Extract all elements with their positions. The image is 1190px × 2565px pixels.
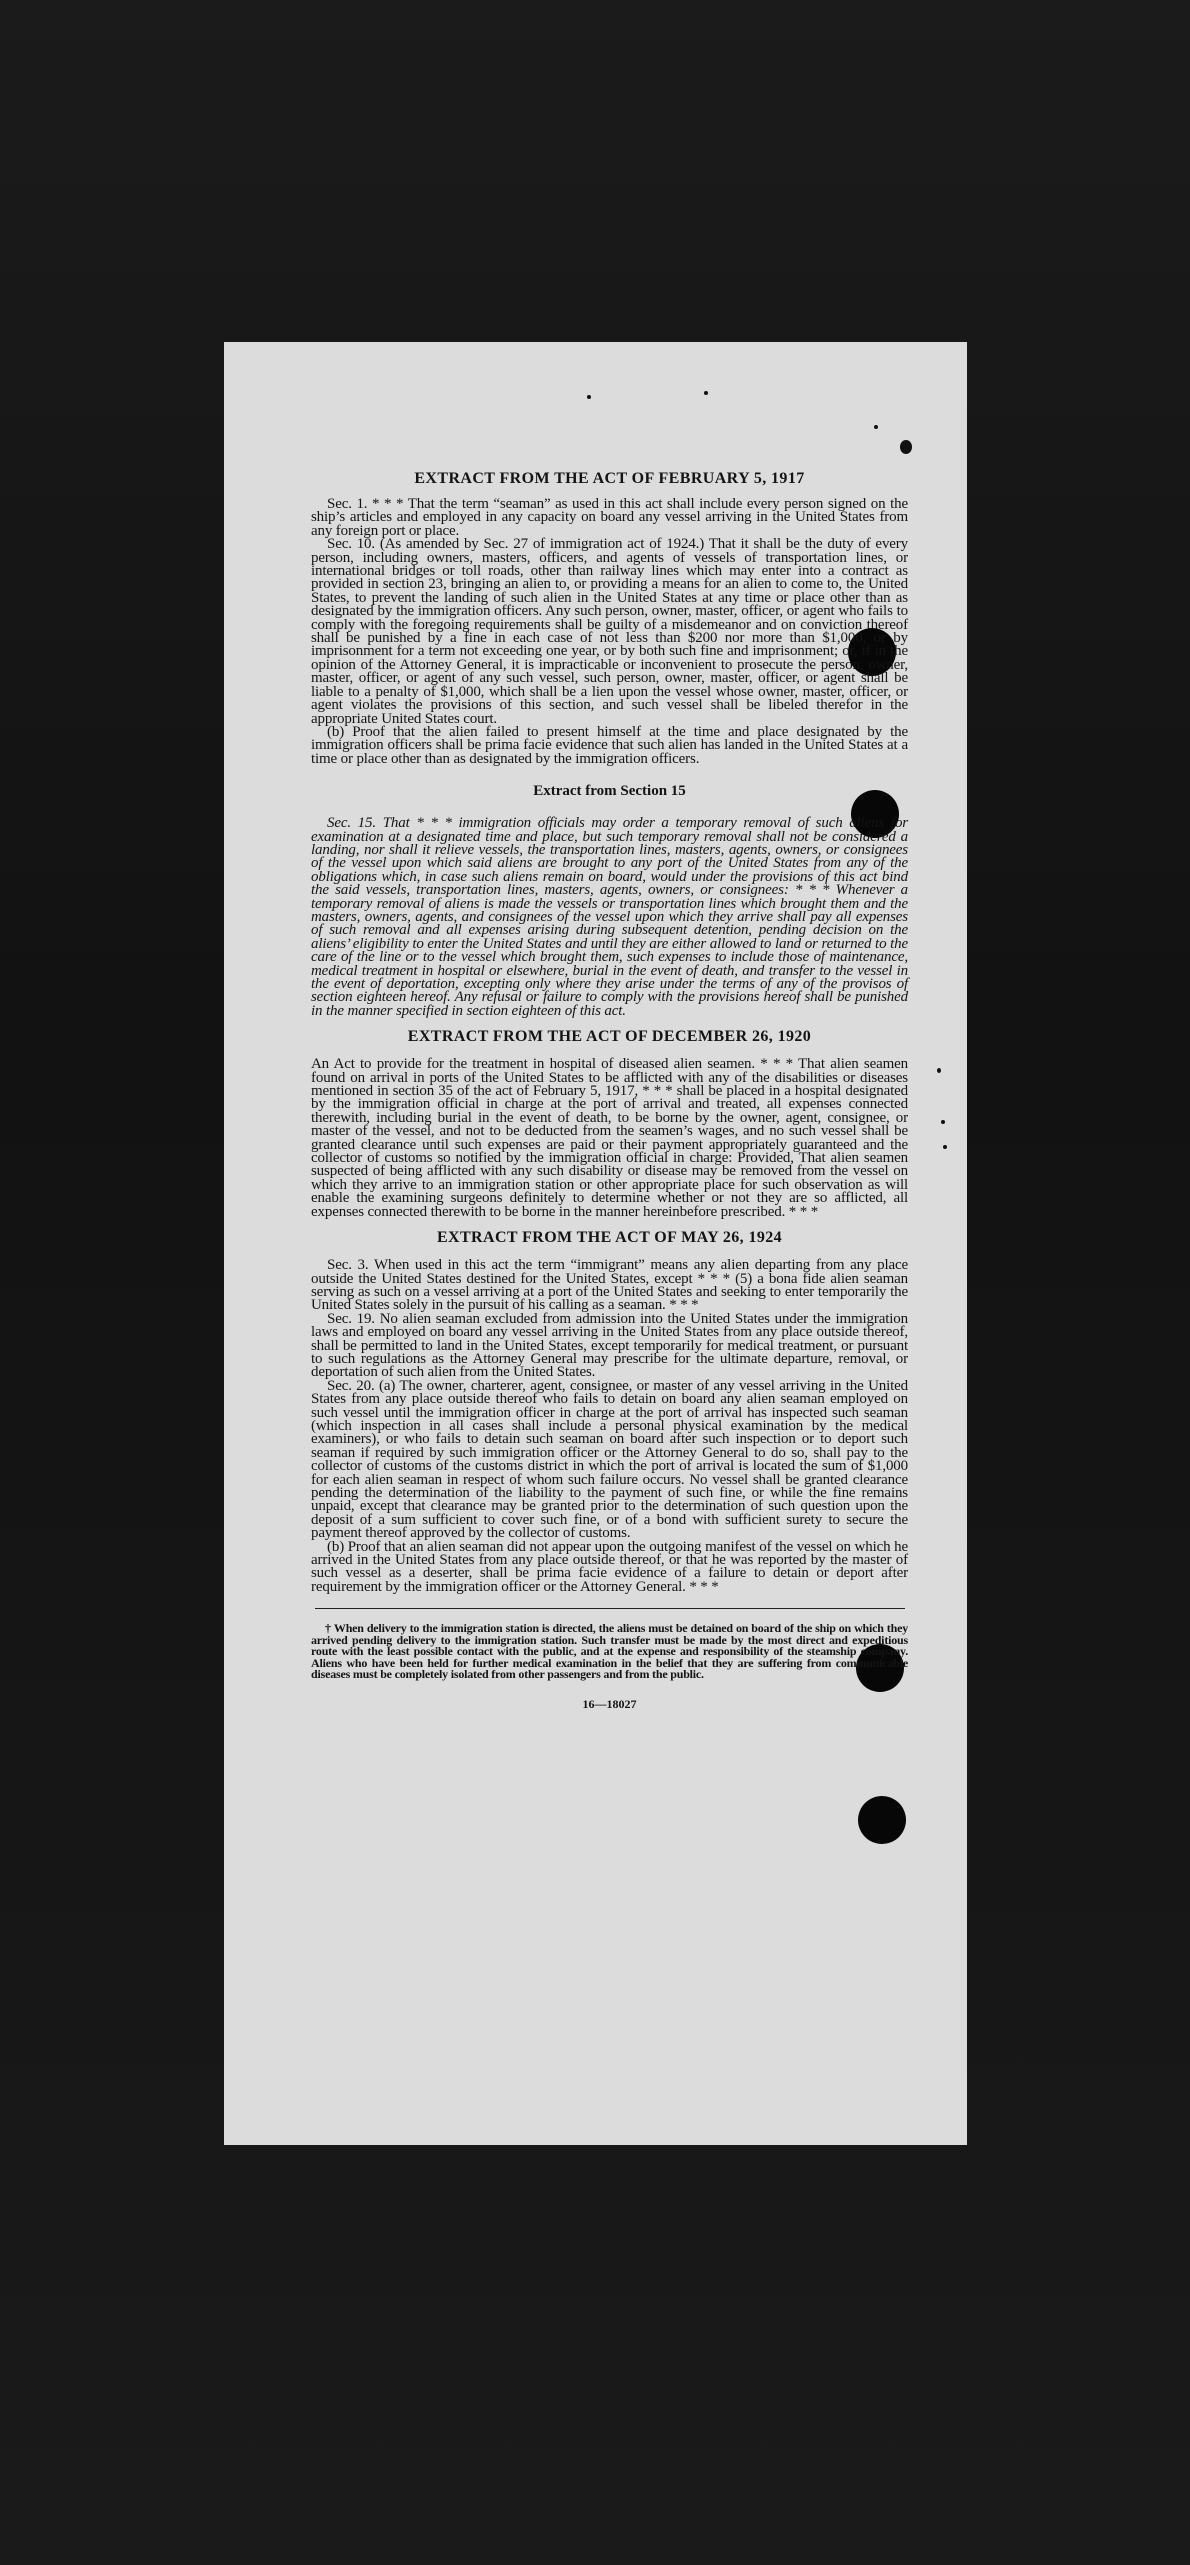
paragraph-sec-10: Sec. 10. (As amended by Sec. 27 of immigration act of 1924.) That it shall be the duty of every person, including owners, masters, officers, and agents of vessels of transportation lines, or international bridges or toll roads, other than railway lines which may enter into a contract as provided in section 23, bringing an alien to, or providing a means for an alien to come to, the United States, to prevent the landing of such alien in the United States at any time or place other than as designated by the immigration officers. Any such person, owner, master, officer, or agent who fails to comply with the foregoing requirements shall be guilty of a misdemeanor and on conviction thereof shall be punished by a fine in each case of not less than $200 nor more than $1,000, or by imprisonment for a term not exceeding one year, or by both such fine and imprisonment; or, if in the opinion of the Attorney General, it is impracticable or inconvenient to prosecute the person, owner, master, officer, or agent of any such vessel, such person, owner, master, officer, or agent shall be liable to a penalty of $1,000, which shall be a lien upon the vessel whose owner, master, officer, or agent violates the provisions of this section, and such vessel shall be libeled therefor in the appropriate United States court. xyxy=(311,536,908,727)
dust-speck xyxy=(874,425,878,429)
dust-speck xyxy=(587,395,591,399)
paragraph-sec-1: Sec. 1. * * * That the term “seaman” as used in this act shall include every person signed on the ship’s articles and employed in any capacity on board any vessel arriving in the United States from any foreign port or place. xyxy=(311,496,908,539)
paragraph-act-1920: An Act to provide for the treatment in hospital of diseased alien seamen. * * * That alien seamen found on arrival in ports of the United States to be afflicted with any of the disabilities or diseases mentioned in section 35 of the act of February 5, 1917, * * * shall be placed in a hospital designated by the immigration official in charge at the port of arrival and treated, all expenses connected therewith, including burial in the event of death, to be borne by the owner, agent, consignee, or master of the vessel, and not to be deducted from the seamen’s wages, and no such vessel shall be granted clearance until such expenses are paid or their payment appropriately guaranteed and the collector of customs so notified by the immigration official in charge: Provided, That alien seamen suspected of being afflicted with any such disability or disease may be removed from the vessel on which they arrive to an immigration station or other appropriate place for such observation as will enable the examining surgeons definitely to determine whether or not they are so afflicted, all expenses connected therewith to be borne in the manner hereinbefore prescribed. * * * xyxy=(311,1056,908,1220)
dust-speck xyxy=(941,1120,945,1124)
footnote: † When delivery to the immigration station is directed, the aliens must be detained on board of the ship on which they arrived pending delivery to the immigration station. Such transfer must be made by the most direct and expeditious route with the least possible contact with the public, and at the expense and responsibility of the steamship company. Aliens who have been held for further medical examination in the belief that they are suffering from communicable diseases must be completely isolated from other passengers and from the public. xyxy=(311,1621,908,1682)
document-page xyxy=(224,342,967,2145)
dust-speck xyxy=(900,440,912,454)
paragraph-sec-10b: (b) Proof that the alien failed to present himself at the time and place designated by the immigration officers shall be prima facie evidence that such alien has landed in the United States at a time or place other than as designated by the immigration officers. xyxy=(311,723,908,767)
paragraph-sec-19: Sec. 19. No alien seaman excluded from admission into the United States under the immigration laws and employed on board any vessel arriving in the United States from any place outside thereof, shall be permitted to land in the United States, except temporarily for medical treatment, or pursuant to such regulations as the Attorney General may prescribe for the ultimate departure, removal, or deportation of such alien from the United States. xyxy=(311,1310,908,1381)
dust-speck xyxy=(704,391,708,395)
paragraph-sec-20: Sec. 20. (a) The owner, charterer, agent, consignee, or master of any vessel arriving in the United States from any place outside thereof who fails to detain on board any alien seaman employed on such vessel until the immigration officer in charge at the port of arrival has inspected such seaman (which inspection in all cases shall include a personal physical examination by the medical examiners), or who fails to detain such seaman on board after such inspection or to deport such seaman if required by such immigration officer or the Attorney General to do so, shall pay to the collector of customs of the customs district in which the port of arrival is located the sum of $1,000 for each alien seaman in respect of whom such failure occurs. No vessel shall be granted clearance pending the determination of the liability to the payment of such fine, or while the fine remains unpaid, except that clearance may be granted prior to the determination of such question upon the deposit of a sum sufficient to cover such fine, or of a bond with sufficient surety to secure the payment thereof approved by the collector of customs. xyxy=(311,1377,908,1542)
subheading-section-15: Extract from Section 15 xyxy=(533,783,686,800)
heading-act-1920: EXTRACT FROM THE ACT OF DECEMBER 26, 1920 xyxy=(407,1028,812,1046)
paragraph-sec-3: Sec. 3. When used in this act the term “immigrant” means any alien departing from any place outside the United States destined for the United States, except * * * (5) a bona fide alien seaman serving as such on a vessel arriving at a port of the United States and seeking to enter temporarily the United States solely in the pursuit of his calling as a seaman. * * * xyxy=(311,1257,908,1314)
heading-act-1917: EXTRACT FROM THE ACT OF FEBRUARY 5, 1917 xyxy=(414,470,805,487)
document-text xyxy=(311,470,908,1712)
form-number: 16—18027 xyxy=(582,1696,637,1711)
heading-act-1924: EXTRACT FROM THE ACT OF MAY 26, 1924 xyxy=(436,1229,783,1247)
paragraph-sec-15: Sec. 15. That * * * immigration officials may order a temporary removal of such aliens for examination at a designated time and place, but such temporary removal shall not be considered a landing, nor shall it relieve vessels, the transportation lines, masters, agents, owners, or consignees of the vessel upon which said aliens are brought to any port of the United States from any of the obligations which, in case such aliens remain on board, would under the provisions of this act bind the said vessels, transportation lines, masters, agents, owners, or consignees: * * * Whenever a temporary removal of aliens is made the vessels or transportation lines which brought them and the masters, owners, agents, and consignees of the vessel upon which they arrive shall pay all expenses of such removal and all expenses arising during subsequent detention, pending decision on the aliens’ eligibility to enter the United States and until they are either allowed to land or returned to the care of the line or to the vessel which brought them, such expenses to include those of maintenance, medical treatment in hospital or elsewhere, burial in the event of death, and transfer to the vessel in the event of deportation, excepting only where they arise under the terms of any of the provisos of section eighteen hereof. Any refusal or failure to comply with the provisions hereof shall be punished in the manner specified in section eighteen of this act. xyxy=(311,815,908,1019)
dust-speck xyxy=(937,1068,941,1073)
punch-hole xyxy=(858,1796,906,1844)
paragraph-sec-20b: (b) Proof that an alien seaman did not appear upon the outgoing manifest of the vessel on which he arrived in the United States from any place outside thereof, or that he was reported by the master of such vessel as a deserter, shall be prima facie evidence of a failure to detain or deport after requirement by the immigration officer or the Attorney General. * * * xyxy=(311,1538,908,1595)
dust-speck xyxy=(943,1145,947,1149)
